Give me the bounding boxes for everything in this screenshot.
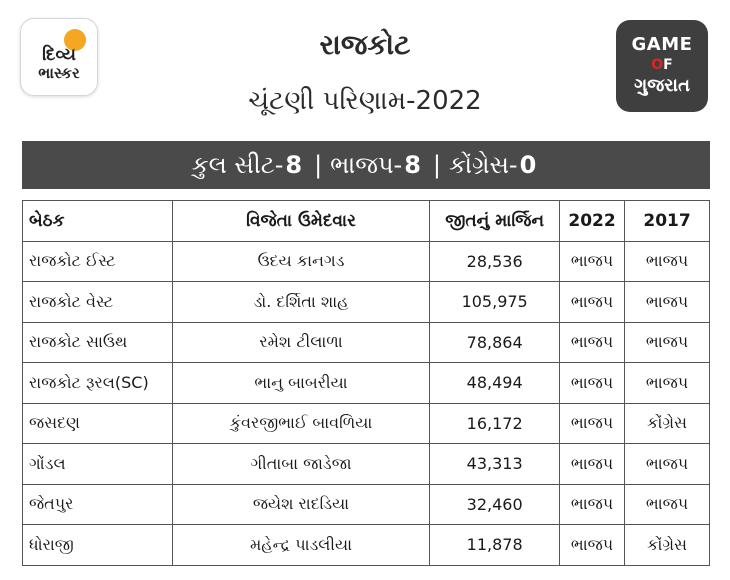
inc-seats-value: 0 xyxy=(519,151,537,179)
margin-cell: 105,975 xyxy=(430,282,560,323)
header-margin: જીતનું માર્જિન xyxy=(430,201,560,242)
party-2022-cell: ભાજપ xyxy=(560,484,625,525)
page-subtitle: ચૂંટણી પરિણામ-2022 xyxy=(248,86,482,116)
summary-bar xyxy=(22,141,710,189)
table-row xyxy=(23,241,710,282)
total-seats-value: 8 xyxy=(285,151,303,179)
seat-cell: રાજકોટ વેસ્ટ xyxy=(23,282,173,323)
table-row xyxy=(23,282,710,323)
total-seats-label: કુલ સીટ- xyxy=(191,151,284,179)
party-2017-cell: ભાજપ xyxy=(625,282,710,323)
margin-cell: 48,494 xyxy=(430,363,560,404)
winner-cell: ભાનુ બાબરીયા xyxy=(172,363,429,404)
inc-seats-label: કોંગ્રેસ- xyxy=(449,151,518,179)
table-row xyxy=(23,363,710,404)
party-2017-cell: ભાજપ xyxy=(625,363,710,404)
margin-cell: 78,864 xyxy=(430,322,560,363)
table-row xyxy=(23,444,710,485)
table-row xyxy=(23,322,710,363)
seat-cell: રાજકોટ રૂરલ(SC) xyxy=(23,363,173,404)
party-2022-cell: ભાજપ xyxy=(560,282,625,323)
table-row xyxy=(23,484,710,525)
logo-text-line2: ભાસ્કર xyxy=(38,64,80,82)
winner-cell: ડો. દર્શિતા શાહ xyxy=(172,282,429,323)
logo-of-o: O xyxy=(651,57,664,73)
logo-of-f: F xyxy=(663,57,673,73)
party-2017-cell: ભાજપ xyxy=(625,322,710,363)
winner-cell: ગીતાબા જાડેજા xyxy=(172,444,429,485)
header-seat: બેઠક xyxy=(23,201,173,242)
winner-cell: રમેશ ટીલાળા xyxy=(172,322,429,363)
summary-separator: | xyxy=(432,151,441,179)
seat-cell: ગોંડલ xyxy=(23,444,173,485)
logo-gujarat-text: ગુજરાત xyxy=(634,75,690,96)
party-2022-cell: ભાજપ xyxy=(560,444,625,485)
header-winner: વિજેતા ઉમેદવાર xyxy=(172,201,429,242)
table-row xyxy=(23,403,710,444)
party-2017-cell: ભાજપ xyxy=(625,444,710,485)
party-2022-cell: ભાજપ xyxy=(560,322,625,363)
bjp-seats-value: 8 xyxy=(404,151,421,179)
margin-cell: 43,313 xyxy=(430,444,560,485)
table-row xyxy=(23,525,710,566)
winner-cell: ઉદય કાનગડ xyxy=(172,241,429,282)
party-2017-cell: ભાજપ xyxy=(625,241,710,282)
margin-cell: 28,536 xyxy=(430,241,560,282)
party-2022-cell: ભાજપ xyxy=(560,403,625,444)
seat-cell: જસદણ xyxy=(23,403,173,444)
page-title: રાજકોટ xyxy=(319,28,411,61)
margin-cell: 16,172 xyxy=(430,403,560,444)
seat-cell: ધોરાજી xyxy=(23,525,173,566)
winner-cell: મહેન્દ્ર પાડલીયા xyxy=(172,525,429,566)
seat-cell: રાજકોટ સાઉથ xyxy=(23,322,173,363)
margin-cell: 32,460 xyxy=(430,484,560,525)
logo-game-text: GAME xyxy=(631,34,693,55)
party-2022-cell: ભાજપ xyxy=(560,525,625,566)
party-2017-cell: કોંગ્રેસ xyxy=(625,525,710,566)
winner-cell: જયેશ રાદડિયા xyxy=(172,484,429,525)
party-2022-cell: ભાજપ xyxy=(560,241,625,282)
margin-cell: 11,878 xyxy=(430,525,560,566)
winner-cell: કુંવરજીભાઈ બાવળિયા xyxy=(172,403,429,444)
results-table xyxy=(22,200,710,566)
summary-separator: | xyxy=(314,151,323,179)
party-2022-cell: ભાજપ xyxy=(560,363,625,404)
bjp-seats-label: ભાજપ- xyxy=(330,151,403,179)
table-header-row xyxy=(23,201,710,242)
header-2022: 2022 xyxy=(560,201,625,242)
header-2017: 2017 xyxy=(625,201,710,242)
logo-text-line1: દિવ્ય xyxy=(42,45,76,65)
party-2017-cell: ભાજપ xyxy=(625,484,710,525)
party-2017-cell: કોંગ્રેસ xyxy=(625,403,710,444)
seat-cell: જેતપુર xyxy=(23,484,173,525)
seat-cell: રાજકોટ ઈસ્ટ xyxy=(23,241,173,282)
